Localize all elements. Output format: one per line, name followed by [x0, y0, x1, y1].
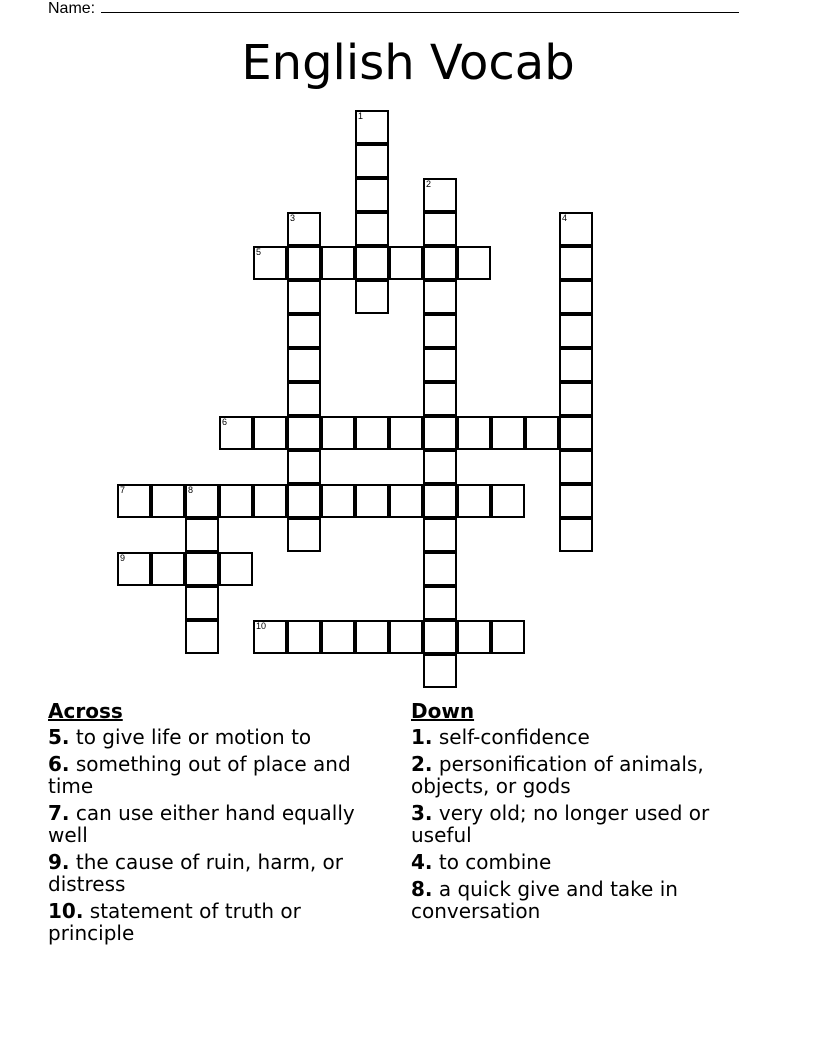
across-clues [48, 700, 388, 949]
clue-across-6 [48, 753, 388, 797]
clue-number: 4. [411, 850, 433, 874]
grid-cell[interactable] [423, 212, 457, 246]
grid-cell[interactable] [287, 382, 321, 416]
grid-cell[interactable] [559, 348, 593, 382]
grid-cell[interactable] [559, 450, 593, 484]
clue-number: 6. [48, 752, 70, 776]
across-heading: Across [48, 699, 123, 723]
grid-cell[interactable] [355, 212, 389, 246]
grid-cell[interactable] [559, 484, 593, 518]
grid-cell[interactable] [423, 484, 457, 518]
name-label: Name: [48, 0, 96, 17]
grid-cell-number: 5 [256, 247, 262, 257]
grid-cell-number: 4 [562, 213, 568, 223]
grid-cell[interactable] [423, 246, 457, 280]
grid-cell[interactable] [559, 246, 593, 280]
grid-cell[interactable] [185, 586, 219, 620]
grid-cell[interactable] [559, 280, 593, 314]
clue-text: something out of place and time [48, 752, 351, 798]
clue-text: the cause of ruin, harm, or distress [48, 850, 344, 896]
clue-number: 5. [48, 725, 70, 749]
grid-cell[interactable] [559, 314, 593, 348]
grid-cell[interactable] [321, 416, 355, 450]
grid-cell[interactable] [117, 552, 151, 586]
grid-cell[interactable] [457, 246, 491, 280]
grid-cell[interactable] [423, 314, 457, 348]
grid-cell[interactable] [355, 246, 389, 280]
clue-text: a quick give and take in conversation [411, 877, 678, 923]
grid-cell[interactable] [321, 620, 355, 654]
grid-cell[interactable] [457, 620, 491, 654]
grid-cell[interactable] [389, 620, 423, 654]
grid-cell[interactable] [185, 484, 219, 518]
grid-cell[interactable] [287, 348, 321, 382]
grid-cell[interactable] [355, 144, 389, 178]
grid-cell[interactable] [423, 382, 457, 416]
grid-cell[interactable] [287, 280, 321, 314]
grid-cell[interactable] [423, 552, 457, 586]
grid-cell[interactable] [219, 484, 253, 518]
clue-down-2 [411, 753, 771, 797]
grid-cell[interactable] [423, 416, 457, 450]
grid-cell[interactable] [321, 484, 355, 518]
grid-cell[interactable] [457, 484, 491, 518]
grid-cell[interactable] [355, 484, 389, 518]
grid-cell[interactable] [253, 484, 287, 518]
clue-number: 1. [411, 725, 433, 749]
grid-cell[interactable] [253, 416, 287, 450]
grid-cell[interactable] [355, 178, 389, 212]
grid-cell[interactable] [287, 416, 321, 450]
grid-cell[interactable] [287, 246, 321, 280]
grid-cell[interactable] [491, 620, 525, 654]
grid-cell[interactable] [457, 416, 491, 450]
clue-number: 8. [411, 877, 433, 901]
grid-cell-number: 3 [290, 213, 296, 223]
clue-down-1 [411, 726, 771, 748]
grid-cell[interactable] [389, 416, 423, 450]
grid-cell[interactable] [287, 212, 321, 246]
grid-cell-number: 9 [120, 553, 126, 563]
clue-number: 7. [48, 801, 70, 825]
grid-cell[interactable] [117, 484, 151, 518]
grid-cell[interactable] [185, 518, 219, 552]
grid-cell[interactable] [423, 620, 457, 654]
grid-cell[interactable] [219, 552, 253, 586]
page-title: English Vocab [241, 35, 575, 91]
grid-cell[interactable] [355, 110, 389, 144]
clue-across-9 [48, 851, 388, 895]
grid-cell[interactable] [423, 586, 457, 620]
grid-cell[interactable] [423, 348, 457, 382]
grid-cell-number: 8 [188, 485, 194, 495]
grid-cell[interactable] [287, 450, 321, 484]
clue-text: very old; no longer used or useful [411, 801, 710, 847]
grid-cell[interactable] [185, 620, 219, 654]
clue-number: 3. [411, 801, 433, 825]
clue-number: 9. [48, 850, 70, 874]
grid-cell[interactable] [491, 484, 525, 518]
grid-cell[interactable] [423, 178, 457, 212]
clue-text: to give life or motion to [75, 725, 312, 749]
grid-cell[interactable] [559, 382, 593, 416]
down-clues [411, 700, 771, 927]
clue-down-4 [411, 851, 771, 873]
grid-cell[interactable] [287, 620, 321, 654]
grid-cell[interactable] [151, 484, 185, 518]
grid-cell[interactable] [253, 246, 287, 280]
grid-cell[interactable] [389, 484, 423, 518]
grid-cell[interactable] [321, 246, 355, 280]
grid-cell[interactable] [287, 518, 321, 552]
grid-cell[interactable] [423, 518, 457, 552]
clue-across-7 [48, 802, 388, 846]
grid-cell-number: 1 [358, 111, 364, 121]
grid-cell[interactable] [423, 450, 457, 484]
grid-cell[interactable] [559, 518, 593, 552]
grid-cell-number: 7 [120, 485, 126, 495]
clue-across-5 [48, 726, 388, 748]
clue-text: statement of truth or principle [48, 899, 301, 945]
grid-cell[interactable] [389, 246, 423, 280]
grid-cell[interactable] [355, 416, 389, 450]
grid-cell[interactable] [355, 280, 389, 314]
grid-cell[interactable] [185, 552, 219, 586]
clue-text: can use either hand equally well [48, 801, 355, 847]
clue-text: personification of animals, objects, or gods [411, 752, 704, 798]
grid-cell[interactable] [151, 552, 185, 586]
down-heading: Down [411, 699, 475, 723]
clue-number: 2. [411, 752, 433, 776]
grid-cell[interactable] [423, 280, 457, 314]
grid-cell[interactable] [219, 416, 253, 450]
grid-cell[interactable] [287, 314, 321, 348]
grid-cell[interactable] [491, 416, 525, 450]
clue-number: 10. [48, 899, 84, 923]
clue-across-10 [48, 900, 388, 944]
grid-cell-number: 10 [256, 621, 267, 631]
clue-text: to combine [438, 850, 552, 874]
clue-down-8 [411, 878, 771, 922]
clue-text: self-confidence [438, 725, 590, 749]
grid-cell[interactable] [525, 416, 559, 450]
grid-cell[interactable] [253, 620, 287, 654]
clue-down-3 [411, 802, 771, 846]
grid-cell[interactable] [559, 416, 593, 450]
grid-cell-number: 6 [222, 417, 228, 427]
grid-cell[interactable] [423, 654, 457, 688]
grid-cell-number: 2 [426, 179, 432, 189]
grid-cell[interactable] [287, 484, 321, 518]
grid-cell[interactable] [559, 212, 593, 246]
grid-cell[interactable] [355, 620, 389, 654]
